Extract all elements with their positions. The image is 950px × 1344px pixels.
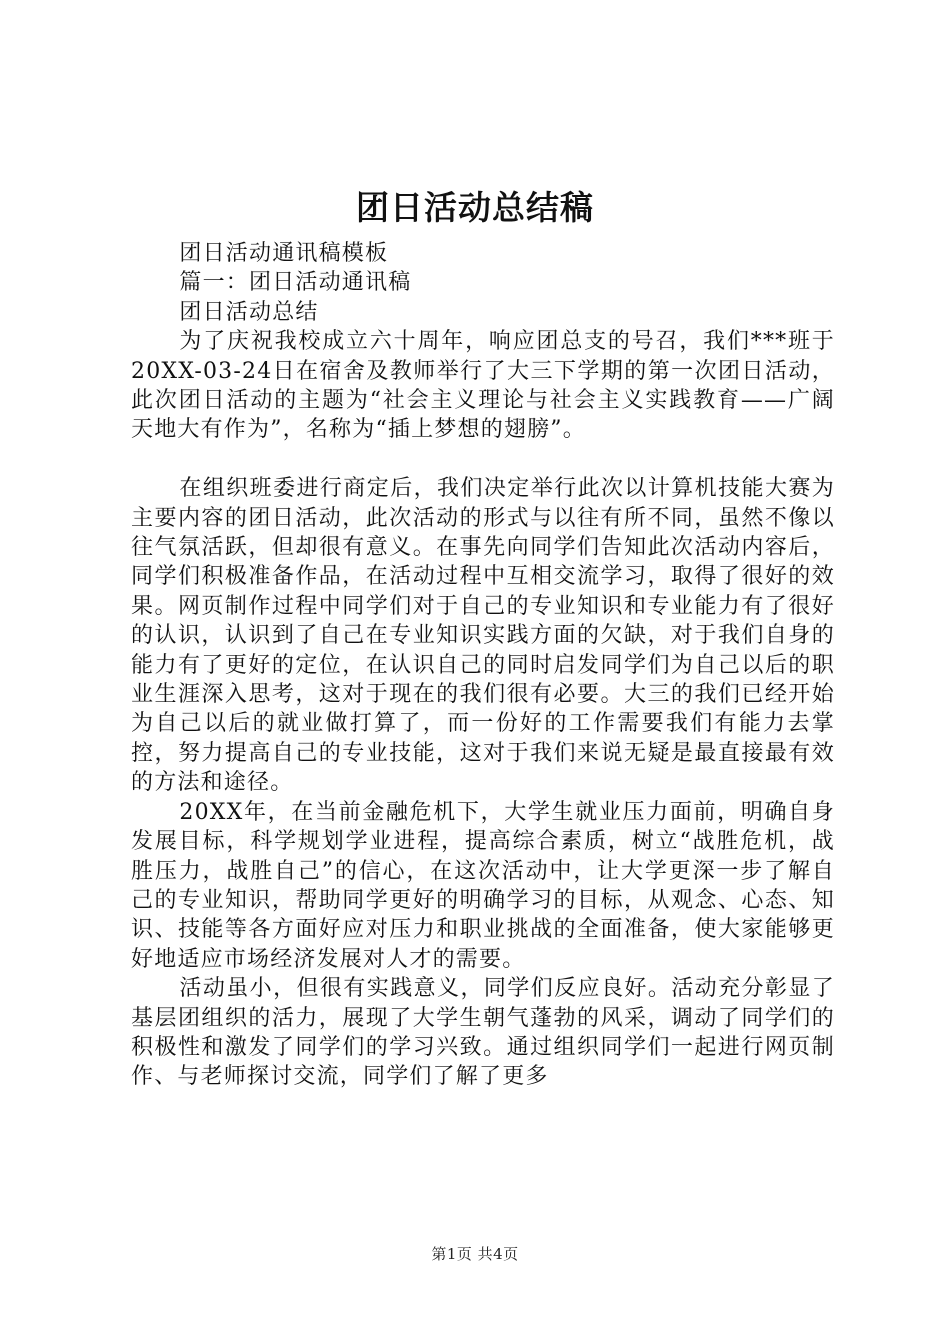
document-title: 团日活动总结稿 [356,188,594,227]
paragraph-goals: 20XX年，在当前金融危机下，大学生就业压力面前，明确自身发展目标，科学规划学业进程，提高综合素质，树立“战胜危机，战胜压力，战胜自己”的信心，在这次活动中，让大学更深一步了解自己的专业知识，帮助同学更好的明确学习的目标，从观念、心态、知识、技能等各方面好应对压力和职业挑战的全面准备，使大家能够更好地适应市场经济发展对人才的需要。 [131,799,835,972]
paragraph-conclusion: 活动虽小，但很有实践意义，同学们反应良好。活动充分彰显了基层团组织的活力，展现了大学生朝气蓬勃的风采，调动了同学们的积极性和激发了同学们的学习兴致。通过组织同学们一起进行网页制作、与老师探讨交流，同学们了解了更多 [131,976,835,1090]
document-body [131,239,835,1092]
paragraph-intro: 为了庆祝我校成立六十周年，响应团总支的号召，我们***班于20XX-03-24日在宿舍及教师举行了大三下学期的第一次团日活动，此次团日活动的主题为“社会主义理论与社会主义实践教育——广阔天地大有作为”，名称为“插上梦想的翅膀”。 [131,329,835,443]
paragraph-spacer [131,445,835,474]
page-footer: 第1页 共4页 [431,1245,519,1263]
paragraph-activity-description: 在组织班委进行商定后，我们决定举行此次以计算机技能大赛为主要内容的团日活动，此次活动的形式与以往有所不同，虽然不像以往气氛活跃，但却很有意义。在事先向同学们告知此次活动内容后，同学们积极准备作品，在活动过程中互相交流学习，取得了很好的效果。网页制作过程中同学们对于自己的专业知识和专业能力有了很好的认识，认识到了自己在专业知识实践方面的欠缺，对于我们自身的能力有了更好的定位，在认识自己的同时启发同学们为自己以后的职业生涯深入思考，这对于现在的我们很有必要。大三的我们已经开始为自己以后的就业做打算了，而一份好的工作需要我们有能力去掌控，努力提高自己的专业技能，这对于我们来说无疑是最直接最有效的方法和途径。 [131,476,835,796]
paragraph-template-heading: 团日活动通讯稿模板 [179,241,389,266]
paragraph-article-heading: 篇一：团日活动通讯稿 [179,270,412,296]
paragraph-summary-heading: 团日活动总结 [179,299,319,325]
